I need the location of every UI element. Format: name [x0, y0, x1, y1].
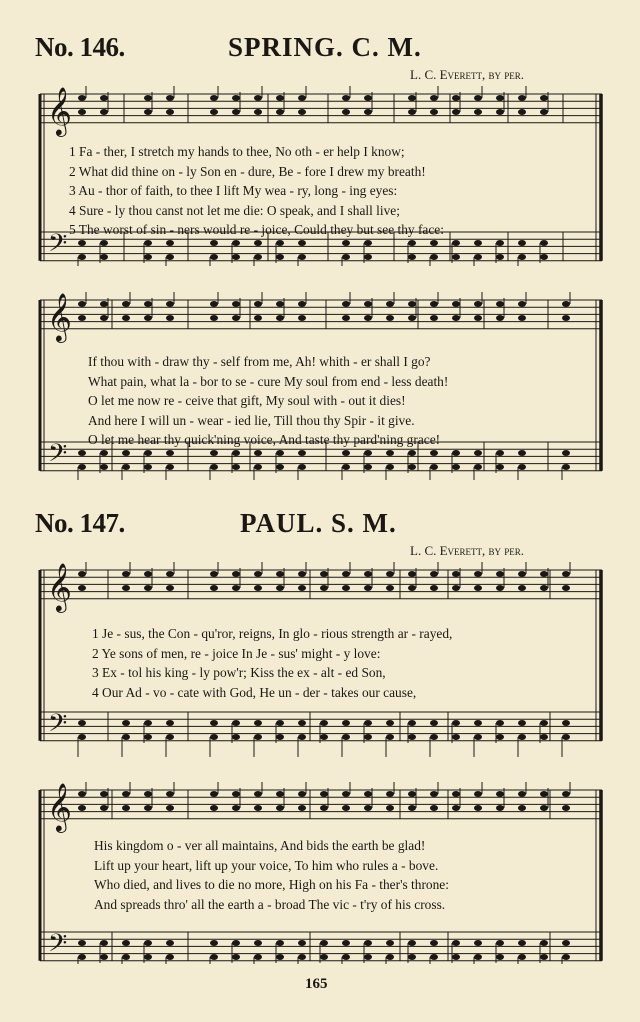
hymn-title-spring: SPRING. C. M. — [228, 32, 422, 62]
verse-line: 1 Fa - ther, I stretch my hands to thee, No oth - er help I know; — [69, 144, 405, 159]
verse-line: And spreads thro' all the earth a - broad The vic - t'ry of his cross. — [94, 896, 446, 912]
svg-text:𝄢: 𝄢 — [48, 709, 68, 744]
svg-text:𝄞: 𝄞 — [47, 782, 72, 831]
verse-line: And here I will un - wear - ied lie, Till thou thy Spir - it give. — [88, 412, 415, 428]
svg-text:𝄞: 𝄞 — [47, 86, 72, 135]
hymn-147-system-1 — [38, 562, 604, 760]
verse-line: 5 The worst of sin - ners would re - joice, Could they but see thy face: — [69, 222, 444, 238]
verse-line: 4 Sure - ly thou canst not let me die: O speak, and I shall live; — [69, 202, 400, 218]
verse-line: 2 What did thine on - ly Son en - dure, Be - fore I drew my breath! — [69, 163, 426, 179]
hymn-146-credit: L. C. Everett, by per. — [410, 67, 525, 82]
hymn-146-system-1-verses — [69, 142, 444, 240]
verse-line: O let me hear thy quick'ning voice, And taste thy pard'ning grace! — [88, 432, 441, 448]
verse-line: What pain, what la - bor to se - cure My soul from end - less death! — [88, 373, 449, 389]
hymn-147-system-2 — [38, 782, 604, 964]
verse-line: 4 Our Ad - vo - cate with God, He un - der - takes our cause, — [92, 684, 417, 700]
hymn-146-system-2 — [38, 292, 604, 480]
verse-line: Who died, and lives to die no more, High on his Fa - ther's throne: — [94, 877, 449, 893]
svg-text:𝄢: 𝄢 — [48, 229, 68, 264]
verse-line: If thou with - draw thy - self from me, Ah! whith - er shall I go? — [88, 354, 431, 369]
hymn-147-system-2-verses — [94, 836, 449, 914]
svg-text:𝄢: 𝄢 — [48, 929, 68, 964]
verse-line: O let me now re - ceive that gift, My soul with - out it dies! — [88, 393, 406, 409]
hymn-number-147: No. 147. — [35, 508, 125, 538]
svg-text:𝄢: 𝄢 — [48, 439, 68, 474]
verse-line: Lift up your heart, lift up your voice, To him who rules a - bove. — [94, 857, 439, 873]
verse-line: 2 Ye sons of men, re - joice In Je - sus' might - y love: — [92, 645, 381, 661]
verse-line: 3 Au - thor of faith, to thee I lift My wea - ry, long - ing eyes: — [69, 183, 398, 199]
verse-line: 1 Je - sus, the Con - qu'ror, reigns, In glo - rious strength ar - rayed, — [92, 626, 453, 641]
svg-text:𝄞: 𝄞 — [47, 562, 72, 611]
hymn-number-146: No. 146. — [35, 32, 125, 62]
hymn-title-paul: PAUL. S. M. — [240, 508, 397, 538]
svg-text:𝄞: 𝄞 — [47, 292, 72, 341]
hymn-146-system-1 — [38, 86, 604, 266]
hymn-147-system-1-verses — [92, 624, 452, 702]
hymn-146-system-2-verses — [88, 352, 448, 450]
page-number: 165 — [305, 976, 328, 992]
verse-line: 3 Ex - tol his king - ly pow'r; Kiss the ex - alt - ed Son, — [92, 665, 386, 681]
verse-line: His kingdom o - ver all maintains, And bids the earth be glad! — [94, 838, 426, 853]
hymn-147-credit: L. C. Everett, by per. — [410, 543, 525, 558]
